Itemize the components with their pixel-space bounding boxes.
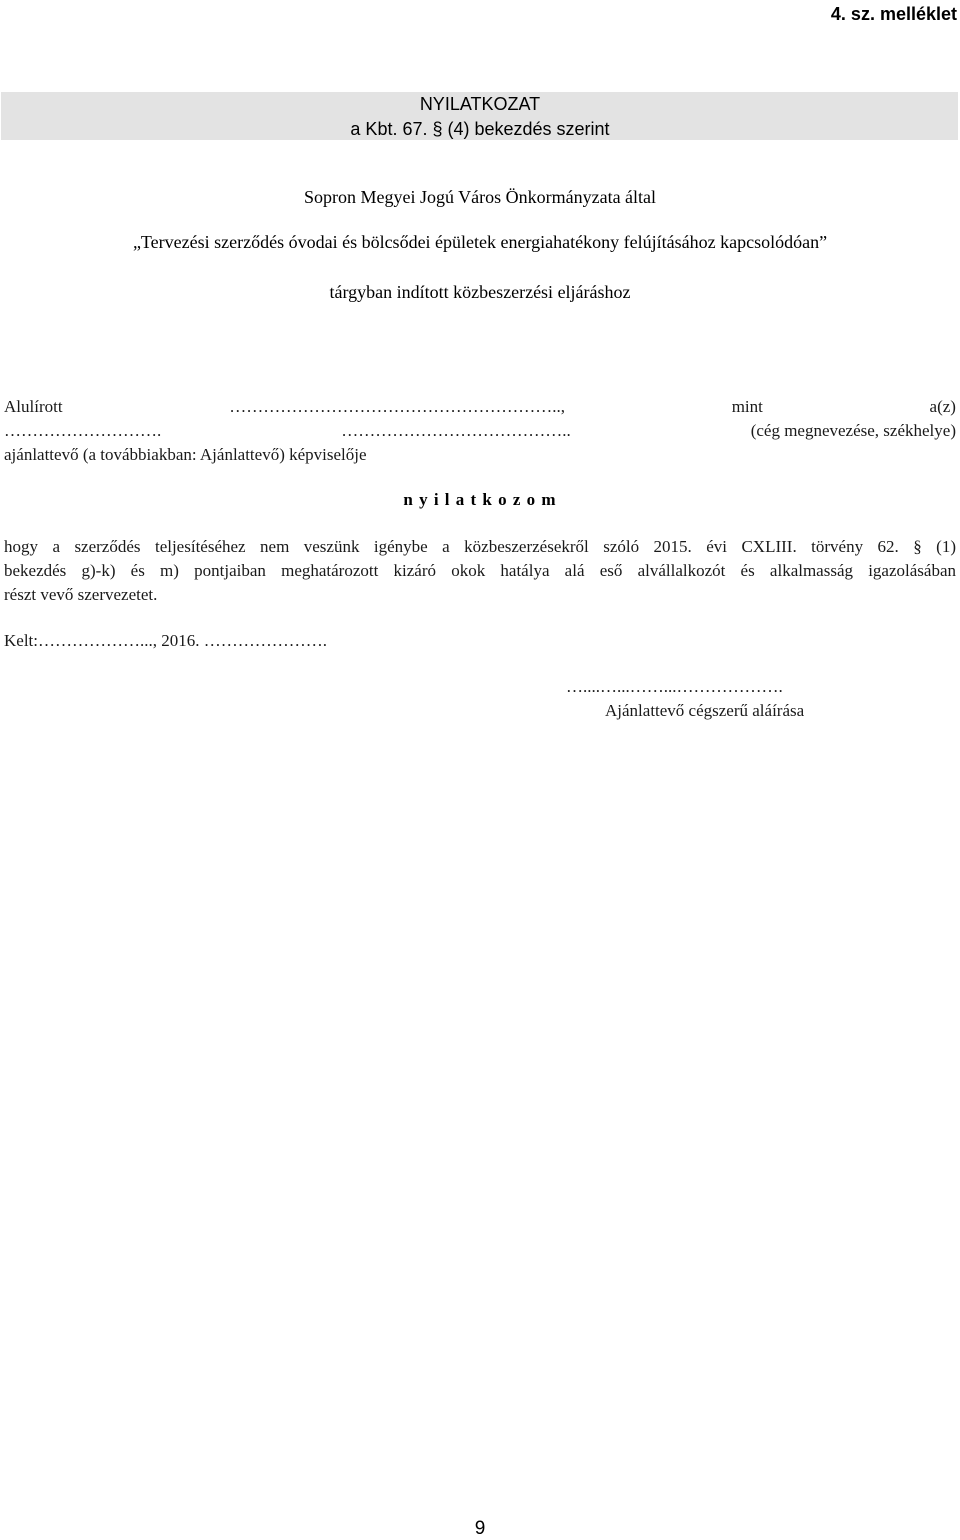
subject-line: tárgyban indított közbeszerzési eljáráshoz [329, 282, 631, 302]
declarant-label: Alulírott [4, 397, 63, 416]
annex-label: 4. sz. melléklet [830, 4, 957, 24]
issuer-line: Sopron Megyei Jogú Város Önkormányzata által [303, 187, 657, 207]
company-row [4, 421, 956, 441]
signature-line: …....…...……...………………. [566, 677, 783, 696]
company-note: (cég megnevezése, székhelye) [750, 421, 956, 440]
mint-word: mint [731, 397, 763, 416]
page-number: 9 [474, 1518, 486, 1539]
declaration-paragraph-line: részt vevő szervezetet. [4, 585, 158, 604]
declarant-row [4, 397, 956, 417]
company-address-field: ………………………………….. [341, 421, 571, 440]
declaration-heading: n y i l a t k o z o m [403, 490, 557, 509]
az-word: a(z) [929, 397, 956, 416]
declarant-name-field: ………………………………………………….., [229, 397, 565, 416]
representative-line: ajánlattevő (a továbbiakban: Ajánlattevő) képviselője [4, 445, 367, 464]
declaration-paragraph-line: bekezdés g)-k) és m) pontjaiban meghatározott kizáró okok hatálya alá eső alvállalkozót és alkalmasság igazolásában [4, 561, 956, 580]
date-place-line: Kelt:………………..., 2016. …………………. [4, 631, 327, 650]
document-title: NYILATKOZAT [419, 94, 541, 114]
project-title: „Tervezési szerződés óvodai és bölcsődei épületek energiahatékony felújításához kapcsolódóan” [132, 232, 828, 252]
company-name-field: ………………………. [4, 421, 162, 440]
document-subtitle: a Kbt. 67. § (4) bekezdés szerint [350, 119, 610, 139]
declaration-paragraph-line: hogy a szerződés teljesítéséhez nem veszünk igénybe a közbeszerzésekről szóló 2015. évi CXLIII. törvény 62. § (1) [4, 537, 956, 556]
signature-label: Ajánlattevő cégszerű aláírása [605, 701, 805, 720]
